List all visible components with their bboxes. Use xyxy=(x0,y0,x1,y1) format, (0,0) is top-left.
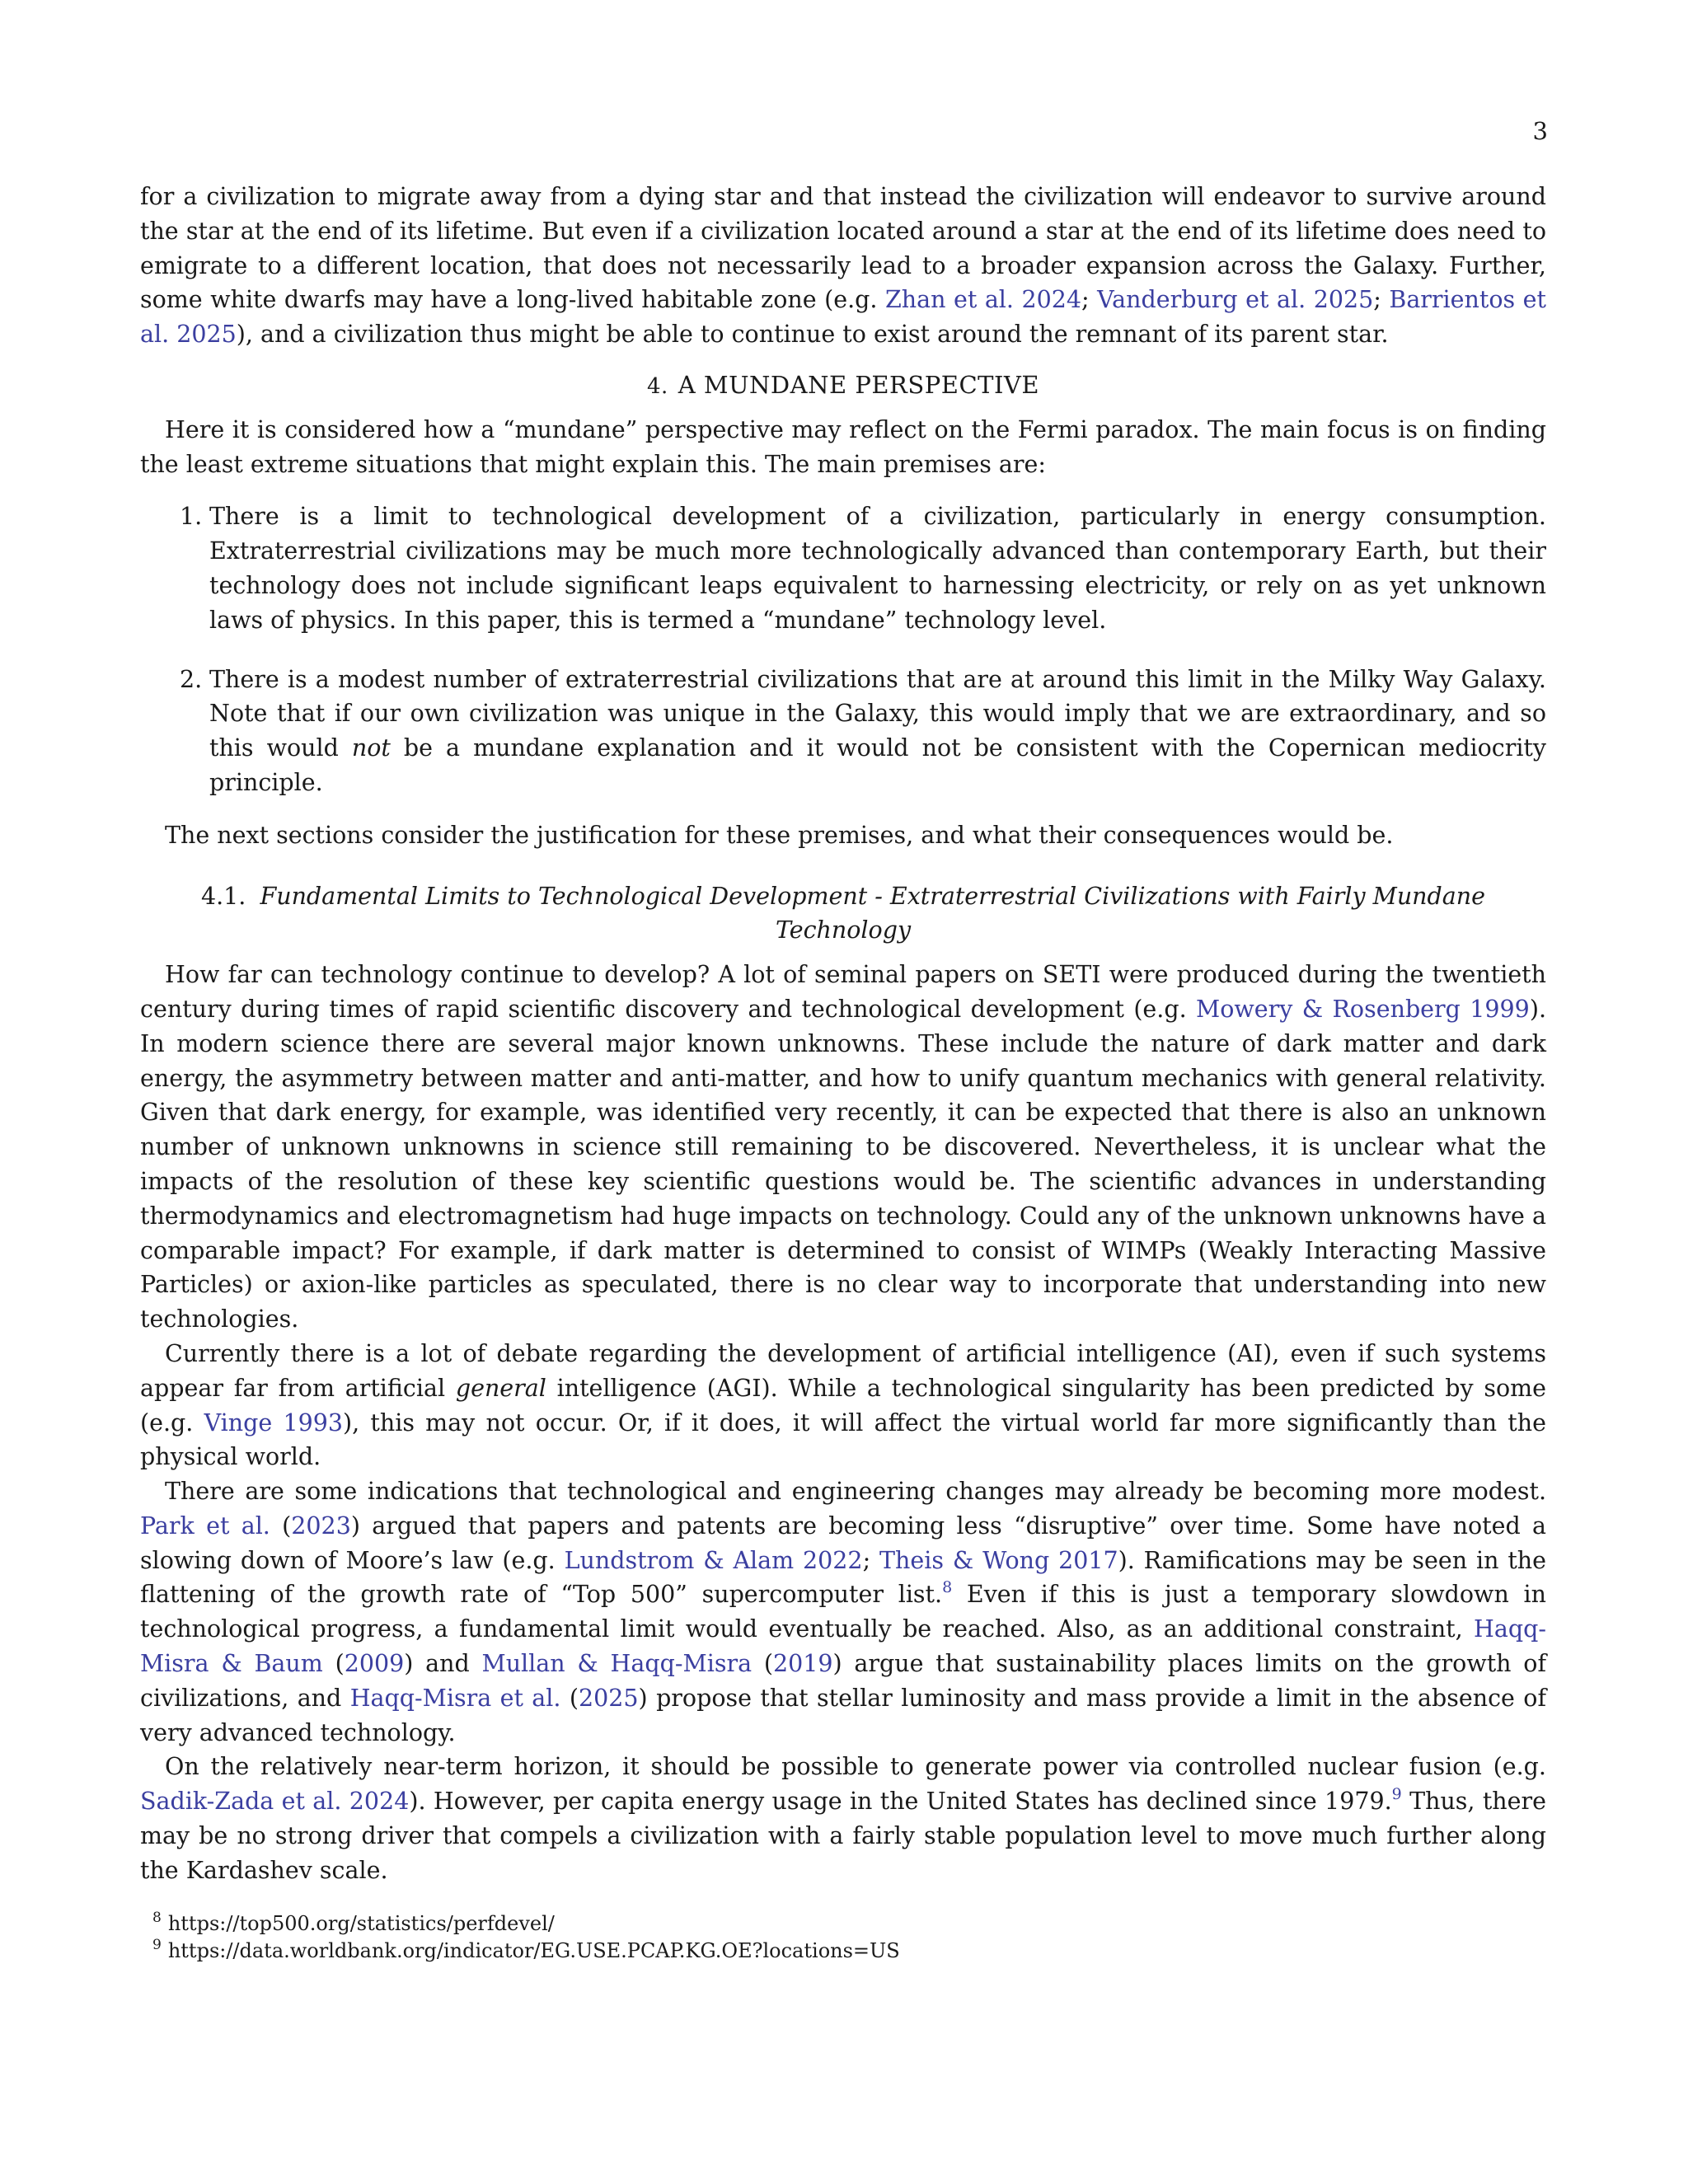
text: ( xyxy=(270,1511,292,1540)
citation-year-link[interactable]: 2019 xyxy=(772,1650,833,1678)
list-item-text xyxy=(209,666,1546,796)
footnote-number: 9 xyxy=(152,1937,162,1953)
text: ( xyxy=(560,1684,579,1712)
citation-link[interactable]: Zhan et al. 2024 xyxy=(884,286,1082,314)
body-paragraph xyxy=(140,1750,1546,1887)
text: ( xyxy=(322,1650,345,1678)
subsection-title: Fundamental Limits to Technological Development - Extraterrestrial Civilizations with Fairly Mundane Technology xyxy=(260,882,1485,944)
footnotes xyxy=(152,1910,900,1965)
citation-link[interactable]: Theis & Wong 2017 xyxy=(879,1546,1118,1574)
body-paragraph xyxy=(140,1474,1546,1750)
footnote-mark[interactable]: 9 xyxy=(1391,1785,1402,1804)
text: ), and a civilization thus might be able to continue to exist around the remnant of its parent star. xyxy=(236,321,1389,349)
text: intelligence (AGI). While a technological singularity has been predicted by some (e.g. xyxy=(140,1374,1547,1436)
text: ) propose that stellar luminosity and mass provide a limit in the absence of very advanced technology. xyxy=(140,1684,1547,1746)
text: ). In modern science there are several major known unknowns. These include the nature of dark matter and dark energy, the asymmetry between matter and anti-matter, and how to unify quantum mechanics with general relativity. Given that dark energy, for example, was identified very recently, it can be expected that there is also an unknown number of unknown unknowns in science still remaining to be discovered. Nevertheless, it is unclear what the impacts of the resolution of these key scientific questions would be. The scientific advances in understanding thermodynamics and electromagnetism had huge impacts on technology. Could any of the unknown unknowns have a comparable impact? For example, if dark matter is determined to consist of WIMPs (Weakly Interacting Massive Particles) or axion-like particles as speculated, there is no clear way to incorporate that understanding into new technologies. xyxy=(140,995,1547,1333)
list-item-text: There is a limit to technological development of a civilization, particularly in energy consumption. Extraterrestrial civilizations may be much more technologically advanced than contemporary Earth, but their technology does not include significant leaps equivalent to harnessing electricity, or rely on as yet unknown laws of physics. In this paper, this is termed a “mundane” technology level. xyxy=(209,503,1546,634)
text: be a mundane explanation and it would not be consistent with the Copernican mediocrity principle. xyxy=(209,734,1546,796)
text: ). Ramifications may be seen in the flattening of the growth rate of “Top 500” supercomputer list. xyxy=(140,1546,1546,1609)
subsection-number: 4.1. xyxy=(200,882,246,910)
citation-link[interactable]: Barrientos et al. 2025 xyxy=(140,286,1546,349)
text: On the relatively near-term horizon, it should be possible to generate power via controlled nuclear fusion (e.g. xyxy=(165,1753,1546,1781)
citation-link[interactable]: Mullan & Haqq-Misra xyxy=(481,1650,753,1678)
text: ) argue that sustainability places limits on the growth of civilizations, and xyxy=(140,1650,1547,1712)
text: ) and xyxy=(404,1650,482,1678)
citation-link[interactable]: Haqq-Misra et al. xyxy=(349,1684,561,1712)
emphasis: general xyxy=(455,1374,546,1402)
citation-year-link[interactable]: 2025 xyxy=(579,1684,639,1712)
emphasis: not xyxy=(351,734,391,762)
citation-link[interactable]: Lundstrom & Alam 2022 xyxy=(564,1546,863,1574)
text: ( xyxy=(752,1650,773,1678)
text: ). However, per capita energy usage in the United States has declined since 1979. xyxy=(409,1788,1392,1816)
footnote-mark[interactable]: 8 xyxy=(942,1578,953,1597)
body-paragraph xyxy=(140,1337,1546,1474)
text: Currently there is a lot of debate regarding the development of artificial intelligence (AI), even if such systems appear far from artificial xyxy=(140,1339,1546,1402)
citation-link[interactable]: Vanderburg et al. 2025 xyxy=(1097,286,1374,314)
text: ; xyxy=(862,1546,880,1574)
closing-paragraph: The next sections consider the justification for these premises, and what their consequences would be. xyxy=(165,821,1394,849)
list-marker: 1. xyxy=(180,503,203,531)
text: There is a modest number of extraterrestrial civilizations that are at around this limit in the Milky Way Galaxy. Note that if our own civilization was unique in the Galaxy, this would imply that we are extraordinary, and so this would xyxy=(209,665,1546,762)
text: ; xyxy=(1081,286,1098,314)
text: ) argued that papers and patents are becoming less “disruptive” over time. Some have noted a slowing down of Moore’s law (e.g. xyxy=(140,1511,1546,1574)
text: for a civilization to migrate away from a dying star and that instead the civilization will endeavor to survive around the star at the end of its lifetime. But even if a civilization located around a star at the end of its lifetime does need to emigrate to a different location, that does not necessarily lead to a broader expansion across the Galaxy. Further, some white dwarfs may have a long-lived habitable zone (e.g. xyxy=(140,183,1546,314)
citation-link[interactable]: Vinge 1993 xyxy=(204,1408,343,1436)
text: ), this may not occur. Or, if it does, it will affect the virtual world far more significantly than the physical world. xyxy=(140,1408,1546,1471)
footnote xyxy=(152,1910,900,1938)
text: ; xyxy=(1373,286,1390,314)
main-content xyxy=(140,180,1546,1888)
citation-link[interactable]: Haqq-Misra & Baum xyxy=(140,1615,1546,1678)
footnote-url[interactable]: https://data.worldbank.org/indicator/EG.USE.PCAP.KG.OE?locations=US xyxy=(167,1939,900,1962)
citation-year-link[interactable]: 2023 xyxy=(291,1511,351,1540)
premise-list xyxy=(140,499,1546,799)
text: Thus, there may be no strong driver that compels a civilization with a fairly stable population level to move much further along the Kardashev scale. xyxy=(140,1788,1546,1884)
footnote-url[interactable]: https://top500.org/statistics/perfdevel/ xyxy=(167,1912,555,1935)
citation-link[interactable]: Sadik-Zada et al. 2024 xyxy=(140,1788,410,1816)
list-item xyxy=(140,499,1546,637)
citation-year-link[interactable]: 2009 xyxy=(344,1650,405,1678)
citation-link[interactable]: Park et al. xyxy=(140,1511,270,1540)
page-number: 3 xyxy=(1532,117,1548,145)
footnote-number: 8 xyxy=(152,1910,162,1926)
section-title: A MUNDANE PERSPECTIVE xyxy=(678,370,1040,399)
intro-paragraph xyxy=(140,180,1546,352)
section-number: 4. xyxy=(646,373,668,399)
list-marker: 2. xyxy=(180,665,203,693)
subsection-heading xyxy=(178,879,1508,949)
list-item xyxy=(140,663,1546,800)
text: Even if this is just a temporary slowdown in technological progress, a fundamental limit would eventually be reached. Also, as an additional constraint, xyxy=(140,1581,1546,1643)
footnote xyxy=(152,1938,900,1965)
section-intro-paragraph: Here it is considered how a “mundane” perspective may reflect on the Fermi paradox. The main focus is on finding the least extreme situations that might explain this. The main premises are: xyxy=(140,415,1546,478)
body-paragraph xyxy=(140,958,1546,1337)
text: There are some indications that technological and engineering changes may already be becoming more modest. xyxy=(165,1478,1546,1506)
section-heading xyxy=(140,368,1546,405)
text: How far can technology continue to develop? A lot of seminal papers on SETI were produced during the twentieth century during times of rapid scientific discovery and technological development (e.g. xyxy=(140,961,1546,1023)
citation-link[interactable]: Mowery & Rosenberg 1999 xyxy=(1196,995,1530,1023)
